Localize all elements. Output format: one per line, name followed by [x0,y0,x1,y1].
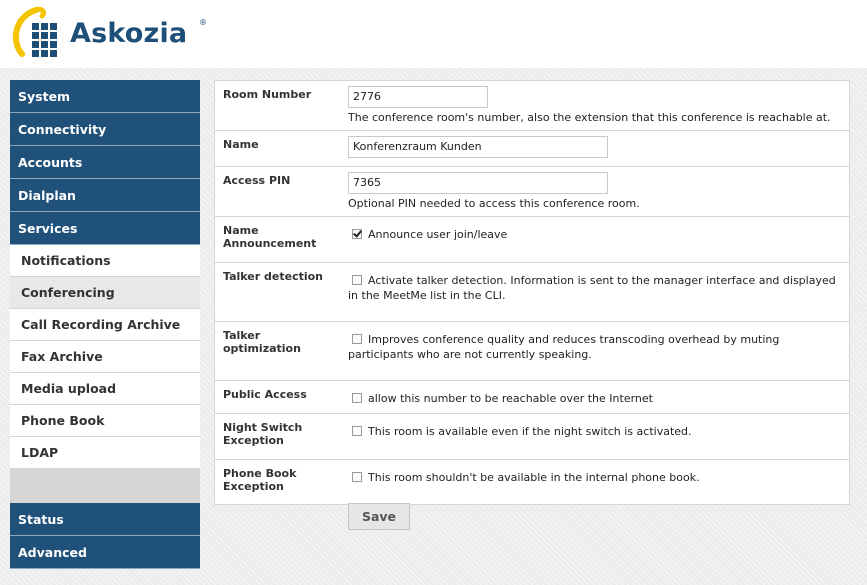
room-number-label: Room Number [223,88,312,101]
sidebar-item-phone-book[interactable]: Phone Book [10,405,200,437]
askozia-logo[interactable] [12,6,212,62]
form-row-phone-book [215,460,849,504]
phone-book-label: Phone Book Exception [223,467,297,493]
conference-room-form [214,80,850,524]
sidebar-item-advanced[interactable]: Advanced [10,536,200,569]
form-table [214,80,850,505]
sidebar-item-conferencing[interactable]: Conferencing [10,277,200,309]
talker-optimization-checkbox[interactable] [352,334,362,344]
sidebar-item-connectivity[interactable]: Connectivity [10,113,200,146]
name-announcement-label: Name Announcement [223,224,317,250]
name-announcement-checkbox[interactable] [352,229,362,239]
sidebar-item-notifications[interactable]: Notifications [10,245,200,277]
form-row-room-number [215,81,849,131]
sidebar-nav [10,80,200,569]
sidebar-item-call-recording-archive[interactable]: Call Recording Archive [10,309,200,341]
header [0,0,867,68]
public-access-checkbox[interactable] [352,393,362,403]
night-switch-label: Night Switch Exception [223,421,303,447]
room-number-help: The conference room's number, also the extension that this conference is reachable at. [348,111,831,124]
form-row-name-announcement [215,217,849,263]
public-access-label: Public Access [223,388,307,401]
sidebar-item-services[interactable]: Services [10,212,200,245]
access-pin-input[interactable]: 7365 [348,172,608,194]
sidebar-item-status[interactable]: Status [10,503,200,536]
name-announcement-text: Announce user join/leave [368,228,508,241]
sidebar-item-accounts[interactable]: Accounts [10,146,200,179]
phone-book-checkbox[interactable] [352,472,362,482]
talker-detection-checkbox[interactable] [352,275,362,285]
talker-optimization-label: Talker optimization [223,329,301,355]
sidebar-item-system[interactable]: System [10,80,200,113]
form-row-name [215,131,849,167]
save-button[interactable]: Save [348,503,410,530]
form-row-access-pin [215,167,849,217]
night-switch-checkbox[interactable] [352,426,362,436]
phone-book-text: This room shouldn't be available in the internal phone book. [368,471,700,484]
talker-detection-text: Activate talker detection. Information is sent to the manager interface and displayed in the MeetMe list in the CLI. [348,274,836,302]
sidebar-item-fax-archive[interactable]: Fax Archive [10,341,200,373]
brand-name: Askozia [70,18,188,49]
phone-keypad-logo-icon [12,6,72,62]
talker-optimization-text: Improves conference quality and reduces transcoding overhead by muting participants who are not currently speaking. [348,333,780,361]
form-row-talker-detection [215,263,849,322]
sidebar-item-ldap[interactable]: LDAP [10,437,200,469]
access-pin-help: Optional PIN needed to access this conference room. [348,197,640,210]
night-switch-text: This room is available even if the night switch is activated. [368,425,692,438]
name-label: Name [223,138,259,151]
room-number-input[interactable]: 2776 [348,86,488,108]
sidebar-spacer [10,469,200,503]
sidebar-item-dialplan[interactable]: Dialplan [10,179,200,212]
form-row-public-access [215,381,849,414]
talker-detection-label: Talker detection [223,270,324,283]
registered-mark: ® [199,18,207,27]
access-pin-label: Access PIN [223,174,291,187]
form-row-night-switch [215,414,849,460]
form-row-talker-optimization [215,322,849,381]
sidebar-item-media-upload[interactable]: Media upload [10,373,200,405]
name-input[interactable]: Konferenzraum Kunden [348,136,608,158]
public-access-text: allow this number to be reachable over the Internet [368,392,653,405]
